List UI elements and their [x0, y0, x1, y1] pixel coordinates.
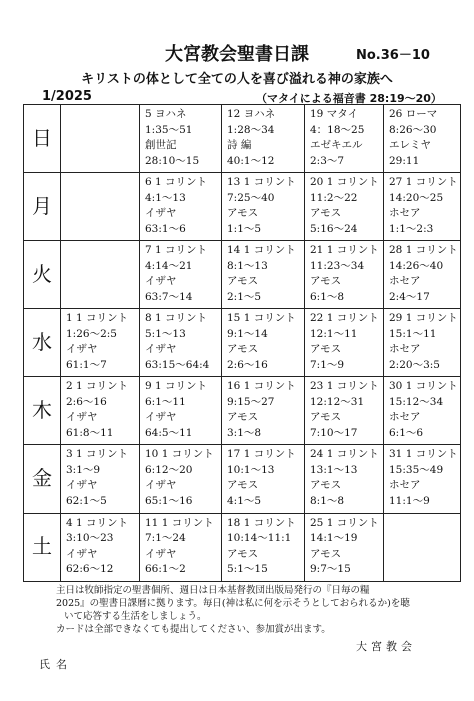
reading-cell [222, 445, 305, 513]
verse-ref: 4:1～5 [227, 494, 262, 507]
verse-ref: 62:6～12 [66, 563, 114, 576]
calendar-row [24, 445, 461, 513]
verse-ref: 15:1～11 [389, 327, 437, 340]
note-line: 主日は牧師指定の聖書個所、週日は日本基督教団出版局発行の『日毎の糧 [56, 585, 370, 596]
weekday-label: 水 [24, 309, 61, 377]
church-name: 大宮教会 [356, 640, 416, 653]
theme-subtitle: キリストの体として全ての人を喜び溢れる神の家族へ [81, 72, 393, 87]
book-name: イザヤ [66, 547, 98, 560]
verse-ref: 3:1～8 [227, 426, 262, 439]
reading-cell [305, 105, 384, 173]
footer-notes [56, 584, 460, 636]
reading-cell [61, 445, 140, 513]
reading-cell [140, 513, 222, 581]
verse-ref: 61:1～7 [66, 358, 107, 371]
date-book: 23 1 コリント [310, 380, 379, 393]
reading-cell [305, 513, 384, 581]
date-book: 30 1 コリント [389, 380, 458, 393]
date-book: 25 1 コリント [310, 516, 379, 529]
reading-cell [384, 309, 461, 377]
reading-cell [222, 241, 305, 309]
date-book: 21 1 コリント [310, 244, 379, 257]
book-name: アモス [227, 275, 259, 288]
reading-cell [305, 445, 384, 513]
verse-ref: 9:7～15 [310, 563, 351, 576]
book-name: イザヤ [145, 207, 177, 220]
empty-cell [61, 173, 140, 241]
date-book: 12 ヨハネ [227, 108, 276, 120]
date-book: 31 1 コリント [389, 448, 458, 461]
verse-ref: 7:10～17 [310, 426, 358, 439]
verse-ref: 29:11 [389, 154, 420, 167]
calendar-row [24, 173, 461, 241]
date-book: 22 1 コリント [310, 312, 379, 325]
verse-ref: 5:1～13 [145, 327, 186, 340]
reading-cell [140, 309, 222, 377]
note-line: カードは全部できなくても提出してください、参加賞が出ます。 [56, 624, 331, 635]
reading-cell [61, 377, 140, 445]
verse-ref: 12:12～31 [310, 395, 365, 408]
empty-cell [384, 513, 461, 581]
verse-ref: 62:1～5 [66, 494, 107, 507]
calendar-row [24, 377, 461, 445]
month-label: 1/2025 [42, 89, 92, 104]
date-book: 4 1 コリント [66, 516, 129, 529]
reading-cell [140, 241, 222, 309]
reading-cell [222, 377, 305, 445]
date-book: 28 1 コリント [389, 244, 458, 257]
book-name: イザヤ [145, 411, 177, 424]
weekday-label: 土 [24, 513, 61, 581]
calendar-row [24, 309, 461, 377]
verse-ref: 8:1～8 [310, 494, 345, 507]
date-book: 14 1 コリント [227, 244, 296, 257]
book-name: イザヤ [145, 547, 177, 560]
date-book: 15 1 コリント [227, 312, 296, 325]
date-book: 26 ローマ [389, 108, 438, 120]
book-name: ホセア [389, 343, 421, 356]
weekday-label: 火 [24, 241, 61, 309]
date-book: 6 1 コリント [145, 176, 208, 189]
verse-ref: 2:4～17 [389, 290, 430, 303]
book-name: 創世記 [145, 139, 177, 151]
verse-ref: 4:1～13 [145, 191, 186, 204]
date-book: 11 1 コリント [145, 516, 214, 529]
verse-ref: 12:1～11 [310, 327, 358, 340]
weekday-label: 日 [24, 105, 61, 173]
verse-ref: 2:6～16 [227, 358, 268, 371]
verse-ref: 6:12～20 [145, 463, 193, 476]
verse-ref: 4：18～25 [310, 123, 365, 136]
date-book: 29 1 コリント [389, 312, 458, 325]
book-name: イザヤ [66, 479, 98, 492]
verse-ref: 8:1～13 [227, 259, 268, 272]
date-book: 9 1 コリント [145, 380, 208, 393]
verse-ref: 1:28～34 [227, 123, 275, 136]
book-name: アモス [227, 207, 259, 220]
verse-ref: 10:14～11:1 [227, 532, 292, 545]
date-book: 19 マタイ [310, 108, 358, 120]
date-book: 10 1 コリント [145, 448, 214, 461]
verse-ref: 1:35～51 [145, 123, 193, 136]
calendar-title: 大宮教会聖書日課 [165, 44, 309, 65]
weekday-label: 月 [24, 173, 61, 241]
verse-ref: 5:1～15 [227, 563, 268, 576]
reading-cell [222, 173, 305, 241]
verse-ref: 63:15～64:4 [145, 358, 210, 371]
book-name: エゼキエル [310, 139, 363, 151]
weekday-label: 木 [24, 377, 61, 445]
reading-cell [61, 513, 140, 581]
empty-cell [61, 105, 140, 173]
calendar-row [24, 241, 461, 309]
book-name: イザヤ [66, 343, 98, 356]
book-name: ホセア [389, 275, 421, 288]
verse-ref: 6:1～11 [145, 395, 186, 408]
book-name: アモス [227, 479, 259, 492]
book-name: アモス [227, 343, 259, 356]
reading-cell [222, 513, 305, 581]
verse-ref: 5:16～24 [310, 222, 358, 235]
date-book: 8 1 コリント [145, 312, 208, 325]
verse-ref: 13:1～13 [310, 463, 358, 476]
book-name: アモス [310, 207, 342, 220]
verse-ref: 10:1～13 [227, 463, 275, 476]
reading-cell [222, 309, 305, 377]
date-book: 1 1 コリント [66, 312, 129, 325]
verse-ref: 6:1～8 [310, 290, 345, 303]
verse-ref: 9:1～14 [227, 327, 268, 340]
reading-cell [305, 173, 384, 241]
reading-cell [305, 309, 384, 377]
date-book: 13 1 コリント [227, 176, 296, 189]
verse-ref: 65:1～16 [145, 494, 193, 507]
book-name: イザヤ [145, 479, 177, 492]
weekday-label: 金 [24, 445, 61, 513]
verse-ref: 4:14～21 [145, 259, 193, 272]
reading-cell [384, 377, 461, 445]
book-name: ホセア [389, 479, 421, 492]
date-book: 24 1 コリント [310, 448, 379, 461]
verse-ref: 40:1～12 [227, 154, 275, 167]
book-name: アモス [310, 547, 342, 560]
date-book: 18 1 コリント [227, 516, 296, 529]
calendar-row [24, 105, 461, 173]
reading-cell [140, 105, 222, 173]
book-name: イザヤ [66, 411, 98, 424]
verse-ref: 1:1～5 [227, 222, 262, 235]
calendar-row [24, 513, 461, 581]
date-book: 3 1 コリント [66, 448, 129, 461]
book-name: アモス [227, 547, 259, 560]
verse-ref: 11:1～9 [389, 494, 430, 507]
book-name: ホセア [389, 411, 421, 424]
date-book: 7 1 コリント [145, 244, 208, 257]
verse-ref: 61:8～11 [66, 426, 114, 439]
verse-ref: 14:20～25 [389, 191, 444, 204]
verse-ref: 14:1～19 [310, 532, 358, 545]
verse-ref: 3:1～9 [66, 463, 101, 476]
verse-ref: 3:10～23 [66, 532, 114, 545]
verse-ref: 11:2～22 [310, 191, 358, 204]
reading-cell [222, 105, 305, 173]
verse-ref: 8:26～30 [389, 123, 437, 136]
reading-cell [384, 105, 461, 173]
reading-cell [140, 445, 222, 513]
book-name: イザヤ [145, 343, 177, 356]
reading-cell [384, 445, 461, 513]
verse-ref: 14:26～40 [389, 259, 444, 272]
verse-ref: 15:35～49 [389, 463, 444, 476]
scripture-source: （マタイによる福音書 28:19～20） [256, 92, 442, 105]
reading-cell [140, 377, 222, 445]
verse-ref: 64:5～11 [145, 426, 193, 439]
book-name: アモス [310, 411, 342, 424]
date-book: 20 1 コリント [310, 176, 379, 189]
verse-ref: 66:1～2 [145, 563, 186, 576]
date-book: 17 1 コリント [227, 448, 296, 461]
verse-ref: 2:20～3:5 [389, 358, 440, 371]
book-name: アモス [310, 275, 342, 288]
verse-ref: 2:6～16 [66, 395, 107, 408]
verse-ref: 15:12～34 [389, 395, 444, 408]
verse-ref: 28:10～15 [145, 154, 200, 167]
book-name: ホセア [389, 207, 421, 220]
verse-ref: 2:3～7 [310, 154, 345, 167]
verse-ref: 1:26～2:5 [66, 327, 117, 340]
date-book: 2 1 コリント [66, 380, 129, 393]
reading-cell [384, 173, 461, 241]
book-name: アモス [310, 343, 342, 356]
name-label: 氏名 [39, 658, 73, 671]
book-name: エレミヤ [389, 139, 431, 151]
date-book: 5 ヨハネ [145, 108, 187, 120]
reading-cell [305, 241, 384, 309]
verse-ref: 63:1～6 [145, 222, 186, 235]
reading-cell [384, 241, 461, 309]
reading-cell [305, 377, 384, 445]
verse-ref: 6:1～6 [389, 426, 424, 439]
verse-ref: 1:1～2:3 [389, 222, 434, 235]
date-book: 27 1 コリント [389, 176, 458, 189]
verse-ref: 9:15～27 [227, 395, 275, 408]
verse-ref: 11:23～34 [310, 259, 365, 272]
book-name: アモス [227, 411, 259, 424]
reading-cell [140, 173, 222, 241]
note-line: いて応答する生活をしましょう。 [64, 611, 207, 622]
empty-cell [61, 241, 140, 309]
book-name: アモス [310, 479, 342, 492]
book-name: 詩 編 [227, 139, 252, 151]
verse-ref: 2:1～5 [227, 290, 262, 303]
verse-ref: 63:7～14 [145, 290, 193, 303]
verse-ref: 7:1～24 [145, 532, 186, 545]
reading-cell [61, 309, 140, 377]
verse-ref: 7:25～40 [227, 191, 275, 204]
reading-calendar [23, 104, 461, 582]
note-line: 2025』の聖書日課暦に拠ります。毎日(神は私に何を示そうとしておられるか)を聴 [56, 598, 410, 609]
date-book: 16 1 コリント [227, 380, 296, 393]
verse-ref: 7:1～9 [310, 358, 345, 371]
book-name: イザヤ [145, 275, 177, 288]
issue-number: No.36－10 [356, 48, 430, 63]
